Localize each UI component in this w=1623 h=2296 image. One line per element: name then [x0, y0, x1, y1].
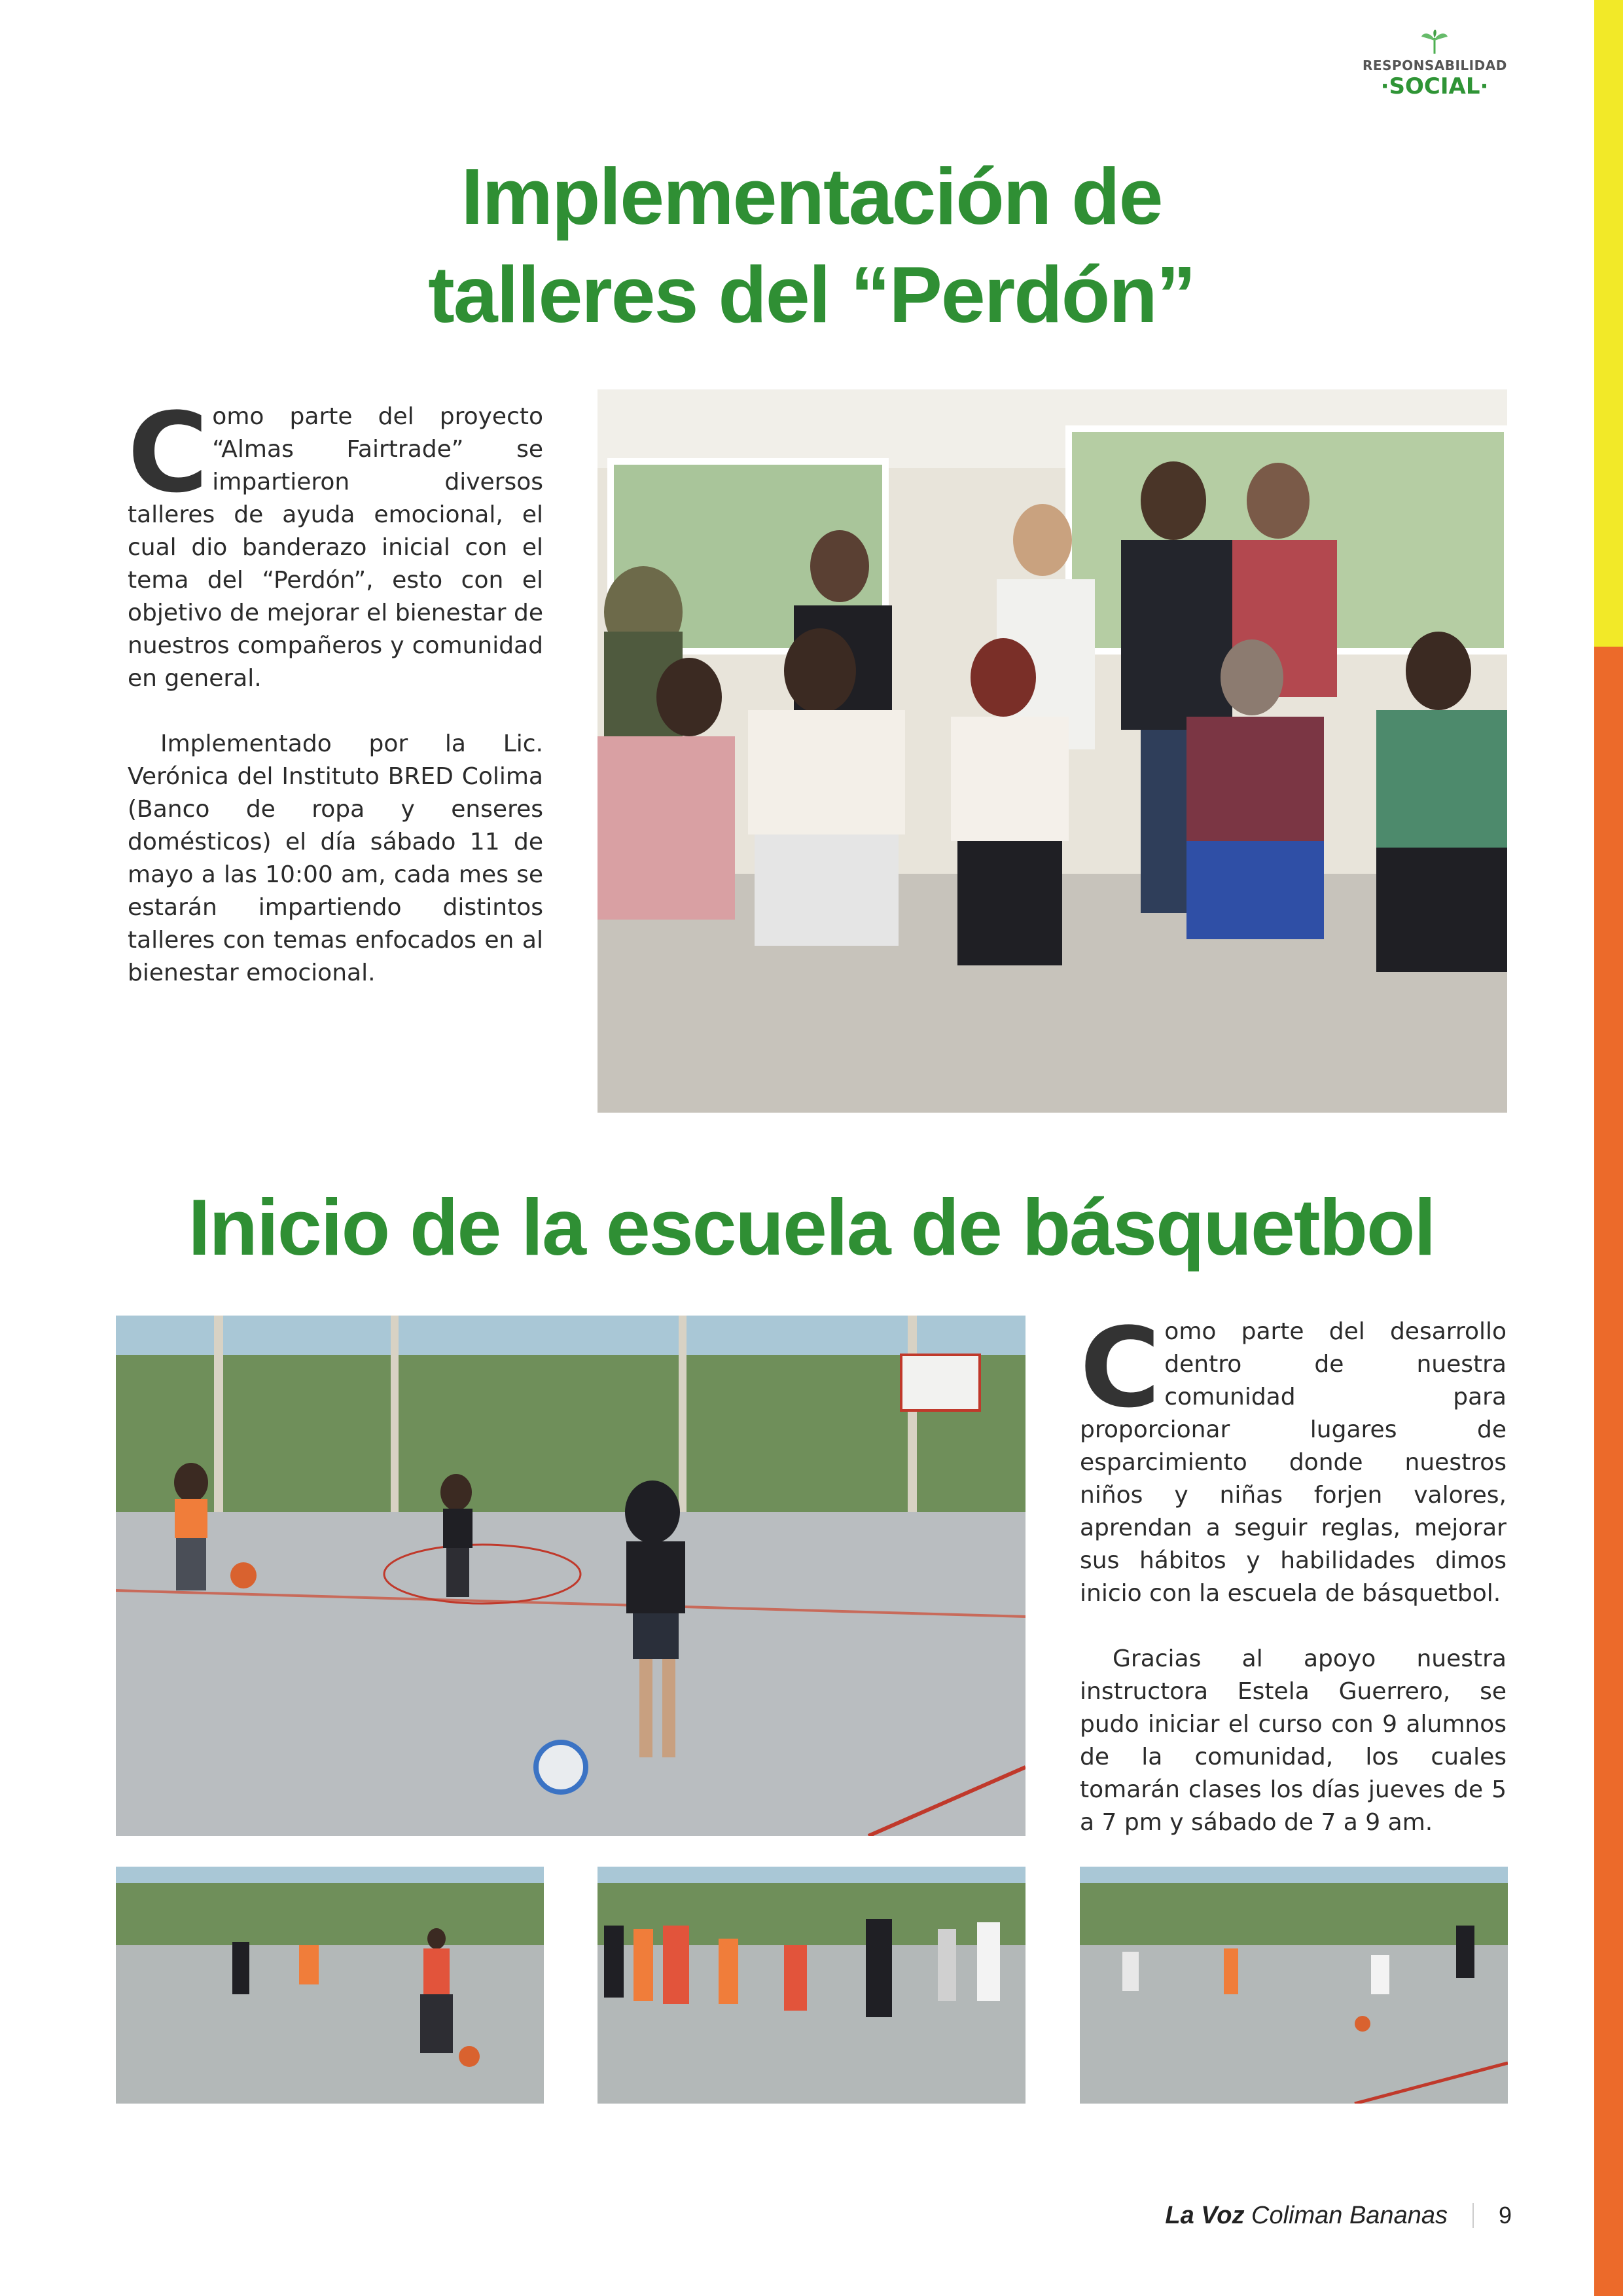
- page-footer: [1165, 2199, 1512, 2232]
- basketball-practice-photo-2: [597, 1867, 1026, 2104]
- article2-paragraph1: omo parte del desarrollo dentro de nuestra comunidad para proporcionar lugares de esparcimiento donde nuestros niños y niñas forjen valores, aprendan a seguir reglas, mejorar sus hábitos y habilidades dimos inicio con la escuela de básquetbol.: [1080, 1318, 1507, 1607]
- article1-title-line2: talleres del “Perdón”: [428, 250, 1195, 339]
- side-band-yellow: [1594, 0, 1623, 647]
- article1-title-line1: Implementación de: [461, 152, 1162, 241]
- side-band-orange: [1594, 647, 1623, 2296]
- workshop-group-photo: [597, 389, 1507, 1113]
- sprout-icon: [1415, 29, 1454, 55]
- article1-paragraph1: omo parte del proyecto “Almas Fairtrade” se impartieron diversos talleres de ayuda emocional, el cual dio banderazo inicial con el tema del “Perdón”, esto con el objetivo de mejorar el bienestar de nuestros compañeros y comunidad en general.: [128, 403, 543, 692]
- footer-brand-bold: La Voz: [1165, 2201, 1245, 2229]
- footer-brand: [1165, 2202, 1448, 2230]
- article2-paragraph2: Gracias al apoyo nuestra instructora Estela Guerrero, se pudo iniciar el curso con 9 alumnos de la comunidad, los cuales tomarán clases los días jueves de 5 a 7 pm y sábado de 7 a 9 am.: [1080, 1645, 1507, 1836]
- logo-line1: RESPONSABILIDAD: [1363, 58, 1507, 73]
- article1-dropcap: C: [128, 389, 209, 517]
- footer-divider: [1472, 2203, 1474, 2228]
- logo-line2: ·SOCIAL·: [1380, 73, 1489, 99]
- article1-title: [327, 147, 1296, 344]
- article2-body: [1080, 1304, 1507, 1872]
- article1-paragraph2: Implementado por la Lic. Verónica del Instituto BRED Colima (Banco de ropa y enseres domésticos) el día sábado 11 de mayo a las 10:00 am, cada mes se estarán impartiendo distintos talleres con temas enfocados en al bienestar emocional.: [128, 730, 543, 986]
- article1-body: [128, 389, 543, 1022]
- article2-title: Inicio de la escuela de básquetbol: [188, 1183, 1435, 1272]
- basketball-court-photo: [116, 1316, 1026, 1836]
- page-number: 9: [1498, 2202, 1512, 2229]
- basketball-practice-photo-3: [1080, 1867, 1508, 2104]
- section-logo: [1363, 29, 1507, 107]
- article2-dropcap: C: [1080, 1304, 1161, 1432]
- basketball-practice-photo-1: [116, 1867, 544, 2104]
- footer-brand-rest: Coliman Bananas: [1244, 2201, 1448, 2229]
